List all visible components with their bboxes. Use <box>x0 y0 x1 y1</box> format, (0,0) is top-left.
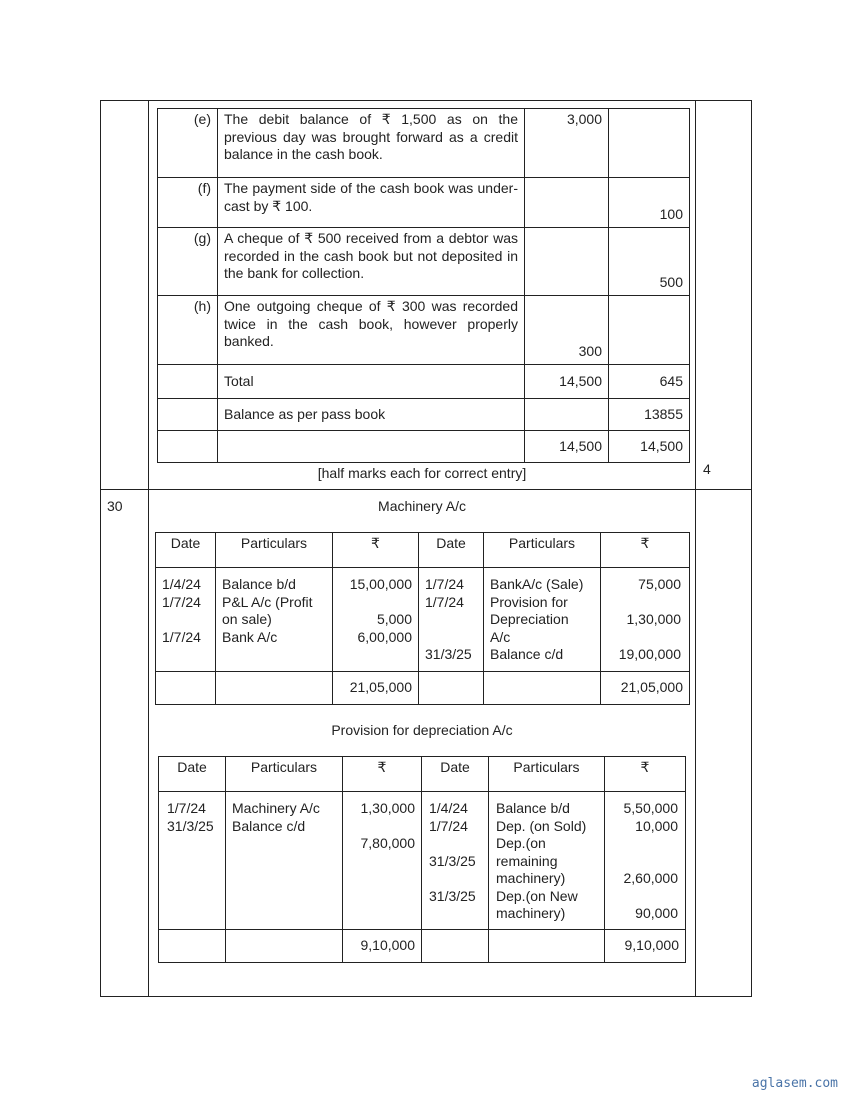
balance-debit <box>525 399 609 431</box>
table-header-row <box>159 757 686 792</box>
marking-note: [half marks each for correct entry] <box>317 465 527 481</box>
table-header-row <box>156 533 690 568</box>
reconciliation-table <box>157 108 690 463</box>
item-text: A cheque of ₹ 500 received from a debtor was recorded in the cash book but not deposited in the bank for collection. <box>218 228 525 296</box>
debit-dates: 1/4/24 1/7/24 1/7/24 <box>156 568 216 672</box>
balance-label: Balance as per pass book <box>218 399 525 431</box>
item-text: The debit balance of ₹ 1,500 as on the previous day was brought forward as a credit balance in the cash book. <box>218 109 525 178</box>
credit-total: 21,05,000 <box>601 672 690 705</box>
credit-amounts: 5,50,000 10,000 2,60,000 90,000 <box>605 792 686 930</box>
col-header-date: Date <box>422 757 489 792</box>
debit-particulars: Machinery A/c Balance c/d <box>226 792 343 930</box>
col-header-particulars: Particulars <box>226 757 343 792</box>
credit-total: 9,10,000 <box>605 930 686 963</box>
item-debit <box>525 228 609 296</box>
col-header-amount: ₹ <box>605 757 686 792</box>
total-debit: 14,500 <box>525 365 609 399</box>
credit-dates: 1/4/24 1/7/24 31/3/25 31/3/25 <box>422 792 489 930</box>
table-row <box>158 296 690 365</box>
item-label: (e) <box>158 109 218 178</box>
site-watermark[interactable]: aglasem.com <box>751 1076 838 1091</box>
item-credit: 100 <box>609 178 690 228</box>
table-row <box>158 178 690 228</box>
item-label: (f) <box>158 178 218 228</box>
item-credit <box>609 109 690 178</box>
item-label: (h) <box>158 296 218 365</box>
debit-total: 9,10,000 <box>343 930 422 963</box>
table-row <box>158 228 690 296</box>
debit-amounts: 1,30,000 7,80,000 <box>343 792 422 930</box>
total-label: Total <box>218 365 525 399</box>
balance-credit: 13855 <box>609 399 690 431</box>
item-text: One outgoing cheque of ₹ 300 was recorded twice in the cash book, however properly banked. <box>218 296 525 365</box>
item-credit <box>609 296 690 365</box>
machinery-account-title: Machinery A/c <box>378 498 466 514</box>
table-row <box>158 109 690 178</box>
credit-particulars: BankA/c (Sale) Provision for Depreciation A/c Balance c/d <box>484 568 601 672</box>
col-header-particulars: Particulars <box>216 533 333 568</box>
total-credit: 645 <box>609 365 690 399</box>
col-header-particulars: Particulars <box>484 533 601 568</box>
provision-account-title: Provision for depreciation A/c <box>331 722 513 738</box>
machinery-account-table <box>155 532 690 705</box>
col-header-amount: ₹ <box>343 757 422 792</box>
item-text: The payment side of the cash book was under-cast by ₹ 100. <box>218 178 525 228</box>
item-label: (g) <box>158 228 218 296</box>
col-header-date: Date <box>156 533 216 568</box>
balance-row <box>158 399 690 431</box>
item-credit: 500 <box>609 228 690 296</box>
grand-total-credit: 14,500 <box>609 431 690 463</box>
credit-dates: 1/7/24 1/7/24 31/3/25 <box>419 568 484 672</box>
col-header-amount: ₹ <box>601 533 690 568</box>
debit-total: 21,05,000 <box>333 672 419 705</box>
column-divider-right <box>695 100 696 997</box>
question-number: 30 <box>107 498 123 514</box>
item-debit: 300 <box>525 296 609 365</box>
column-divider-left <box>148 100 149 997</box>
question-divider <box>100 489 752 490</box>
provision-account-table <box>158 756 686 963</box>
debit-dates: 1/7/24 31/3/25 <box>159 792 226 930</box>
table-row <box>159 792 686 930</box>
grand-total-debit: 14,500 <box>525 431 609 463</box>
col-header-date: Date <box>419 533 484 568</box>
grand-total-row <box>158 431 690 463</box>
col-header-particulars: Particulars <box>489 757 605 792</box>
credit-particulars: Balance b/d Dep. (on Sold) Dep.(on remaining machinery) Dep.(on New machinery) <box>489 792 605 930</box>
credit-amounts: 75,000 1,30,000 19,00,000 <box>601 568 690 672</box>
col-header-amount: ₹ <box>333 533 419 568</box>
debit-amounts: 15,00,000 5,000 6,00,000 <box>333 568 419 672</box>
total-row <box>158 365 690 399</box>
marks-value: 4 <box>703 461 711 477</box>
total-row <box>156 672 690 705</box>
col-header-date: Date <box>159 757 226 792</box>
total-row <box>159 930 686 963</box>
item-debit <box>525 178 609 228</box>
item-debit: 3,000 <box>525 109 609 178</box>
debit-particulars: Balance b/d P&L A/c (Profit on sale) Bank A/c <box>216 568 333 672</box>
table-row <box>156 568 690 672</box>
